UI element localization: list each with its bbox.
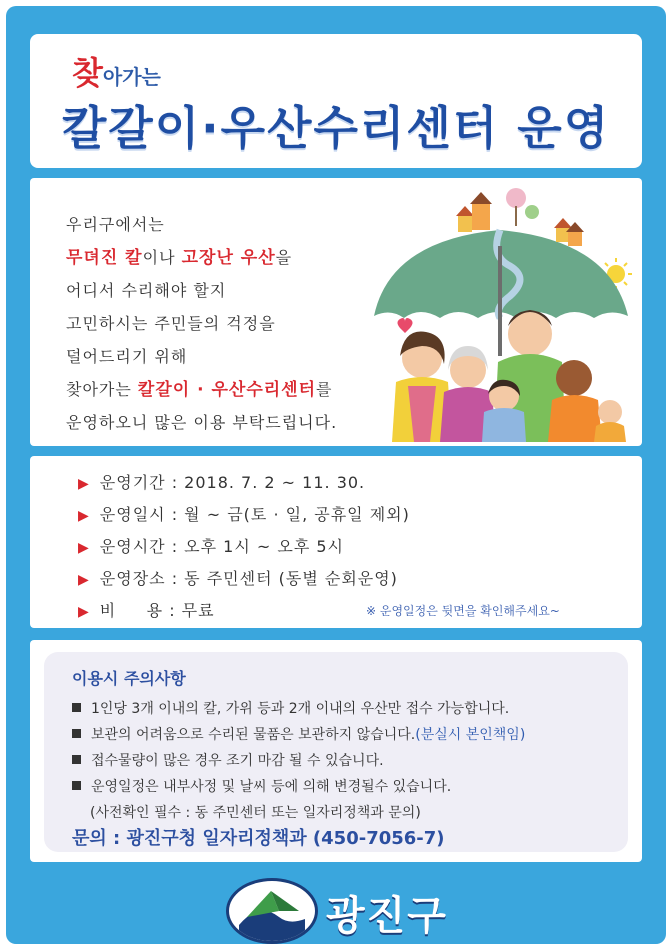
- schedule-days-text: 운영일시 : 월 ~ 금(토 · 일, 공휴일 제외): [99, 505, 410, 524]
- notice-item: [72, 698, 509, 718]
- highlight-broken-umbrella: 고장난 우산: [181, 248, 276, 268]
- notice-item-text: 1인당 3개 이내의 칼, 가위 등과 2개 이내의 우산만 접수 가능합니다.: [91, 701, 510, 717]
- intro-text-fragment: 을: [275, 248, 293, 267]
- intro-line: [66, 373, 337, 406]
- square-bullet-icon: [72, 781, 81, 790]
- intro-line: 고민하시는 주민들의 걱정을: [66, 314, 276, 333]
- square-bullet-icon: [72, 755, 81, 764]
- intro-line: 어디서 수리해야 할지: [66, 281, 227, 300]
- notice-item: [72, 776, 451, 796]
- family-figures: [392, 310, 626, 442]
- triangle-bullet-icon: ▶: [78, 540, 90, 556]
- schedule-hours-text: 운영시간 : 오후 1시 ~ 오후 5시: [99, 537, 345, 556]
- triangle-bullet-icon: ▶: [78, 572, 90, 588]
- schedule-hours: [78, 534, 344, 557]
- intro-text-fragment: 를: [316, 380, 333, 399]
- notice-item-text: 보관의 어려움으로 수리된 물품은 보관하지 않습니다.: [91, 727, 416, 743]
- triangle-bullet-icon: ▶: [78, 508, 90, 524]
- notice-item-sub: (사전확인 필수 : 동 주민센터 또는 일자리정책과 문의): [90, 805, 421, 821]
- intro-text-fragment: 이나: [142, 248, 182, 267]
- pre-title-rest: 아가는: [102, 65, 161, 89]
- schedule-cost-text: 비 용 : 무료: [99, 601, 215, 620]
- triangle-bullet-icon: ▶: [78, 604, 90, 620]
- triangle-bullet-icon: ▶: [78, 476, 90, 492]
- pre-title-accent: 찾: [72, 54, 103, 92]
- schedule-days: [78, 502, 410, 525]
- highlight-dull-knife: 무뎌진 칼: [66, 248, 143, 268]
- square-bullet-icon: [72, 729, 81, 738]
- schedule-location-text: 운영장소 : 동 주민센터 (동별 순회운영): [99, 569, 398, 588]
- schedule-period: [78, 470, 365, 493]
- notice-item: [72, 750, 384, 770]
- district-name: 광진구: [326, 893, 448, 939]
- schedule-panel: [30, 456, 642, 628]
- notice-item-text: 운영일정은 내부사정 및 날씨 등에 의해 변경될수 있습니다.: [91, 779, 452, 795]
- pre-title: [72, 48, 161, 94]
- notice-item: [72, 724, 525, 744]
- district-logo: [226, 878, 466, 940]
- notice-item-text: 접수물량이 많은 경우 조기 마감 될 수 있습니다.: [91, 753, 384, 769]
- schedule-cost: [78, 598, 215, 621]
- main-title: 칼갈이·우산수리센터 운영: [61, 101, 611, 155]
- notice-box: [44, 652, 628, 852]
- district-emblem-icon: [226, 878, 318, 944]
- contact-info: 문의 : 광진구청 일자리정책과 (450-7056-7): [72, 828, 445, 849]
- family-umbrella-illustration: [360, 186, 642, 442]
- intro-line: 우리구에서는: [66, 215, 165, 234]
- intro-text-fragment: 찾아가는: [66, 380, 138, 399]
- notice-title: 이용시 주의사항: [72, 669, 186, 688]
- poster: [6, 6, 666, 944]
- notice-item-blue-text: (분실시 본인책임): [415, 727, 526, 743]
- title-panel: [30, 34, 642, 168]
- schedule-period-text: 운영기간 : 2018. 7. 2 ~ 11. 30.: [99, 473, 366, 492]
- schedule-note: ※ 운영일정은 뒷면을 확인해주세요~: [366, 604, 560, 618]
- intro-line: [66, 241, 337, 274]
- intro-panel: [30, 178, 642, 446]
- heart-icon: [398, 318, 413, 333]
- intro-line: 덜어드리기 위해: [66, 347, 188, 366]
- highlight-center-name: 칼갈이 · 우산수리센터: [137, 380, 317, 400]
- schedule-location: [78, 566, 398, 589]
- square-bullet-icon: [72, 703, 81, 712]
- intro-text: [66, 208, 337, 439]
- notice-panel: [30, 640, 642, 862]
- intro-line: 운영하오니 많은 이용 부탁드립니다.: [66, 413, 338, 432]
